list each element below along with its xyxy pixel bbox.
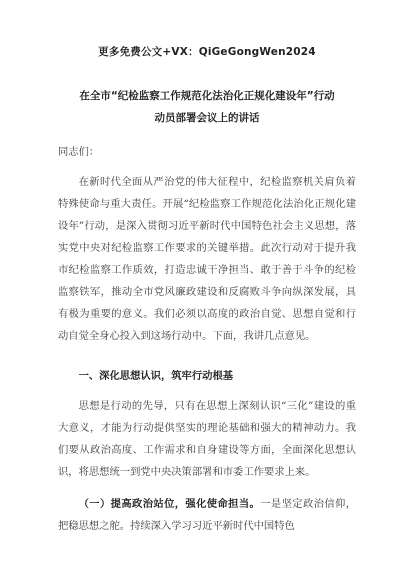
subsection-1-text: 一是坚定政治信仰，把稳思想之舵。持续深入学习习近平新时代中国特色: [58, 498, 357, 532]
document-title-line-1: 在全市“纪检监察工作规范化法治化正规化建设年”行动: [79, 90, 335, 102]
section-1-paragraph: 思想是行动的先导，只有在思想上深刻认识“三化”建设的重大意义，才能为行动提供坚实的理论基础和强大的精神动力。我们要从政治高度、工作需求和自身建设等方面，全面深化思想认识，将思想统一到党中央决策部署和市委工作要求上来。: [58, 400, 356, 478]
subsection-1-heading: （一）提高政治站位，强化使命担当。: [78, 498, 261, 510]
intro-paragraph: 在新时代全面从严治党的伟大征程中，纪检监察机关肩负着特殊使命与重大责任。开展“纪检监察工作规范化法治化正规化建设年”行动，是深入贯彻习近平新时代中国特色社会主义思想，落实党中央对纪检监察工作要求的关键举措。此次行动对于提升我市纪检监察工作质效，打造忠诚干净担当、敢于善于斗争的纪检监察铁军，推动全市党风廉政建设和反腐败斗争向纵深发展，具有极为重要的意义。我们必须以高度的政治自觉、思想自觉和行动自觉全身心投入到这场行动中。下面，我讲几点意见。: [58, 176, 356, 342]
paragraph-gap: [58, 483, 356, 493]
salutation: 同志们：: [58, 146, 100, 158]
document-title: [52, 85, 362, 129]
paragraph-gap: [58, 347, 356, 357]
document-title-line-2: 动员部署会议上的讲话: [154, 112, 260, 124]
section-heading-1: 一、深化思想认识，筑牢行动根基: [78, 370, 234, 382]
promo-banner: 更多免费公文+VX：QiGeGongWen2024: [98, 46, 316, 58]
subsection-1-paragraph: [58, 493, 356, 537]
